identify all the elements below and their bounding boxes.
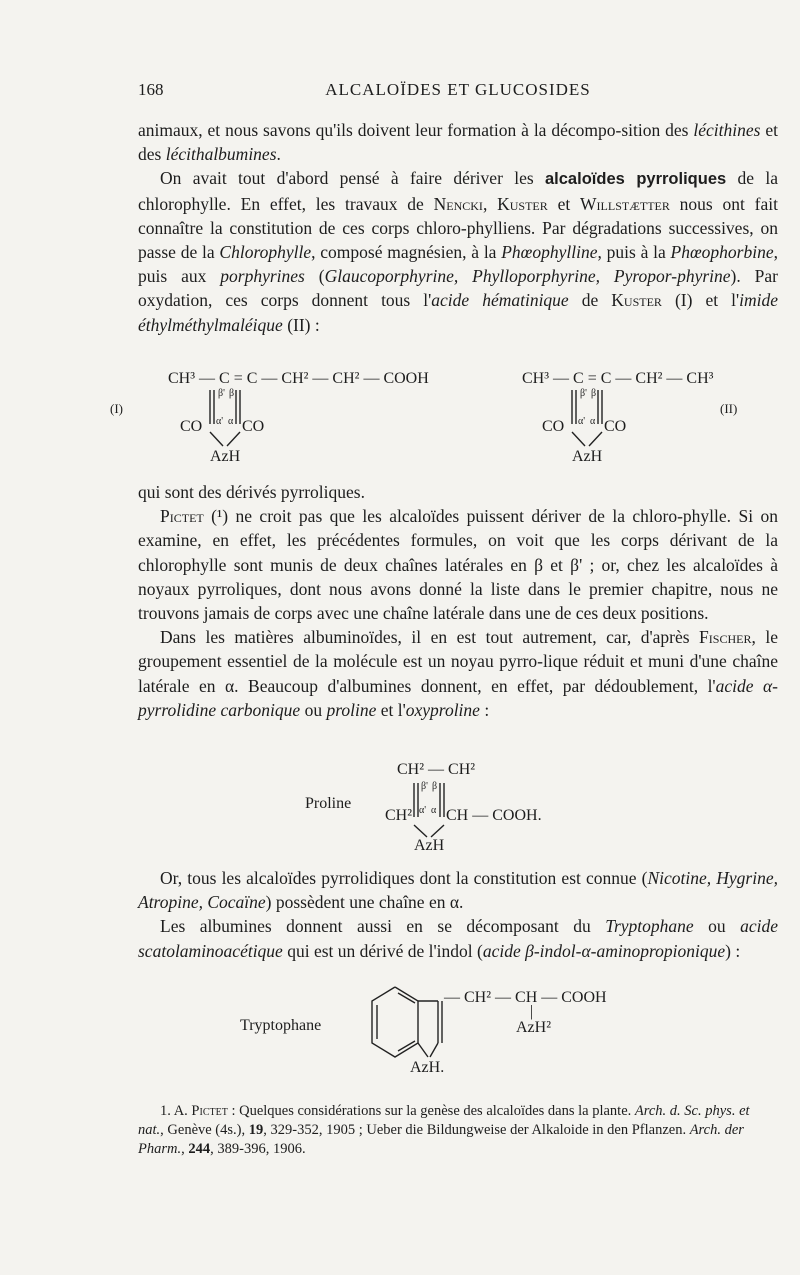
- paragraph-4: Pictet (¹) ne croit pas que les alcaloïdes puissent dériver de la chloro-phylle. Si on examine, en effet, les précédentes formules, on voit que les corps dérivant de la chlorophylle sont munis de deux chaînes latérales en β et β' ; or, chez les alcaloïdes à noyaux pyrroliques, dont nous avons donné la liste dans le premier chapitre, nous ne trouvons jamais de corps avec une chaîne latérale dans une de ces deux positions.: [138, 506, 778, 624]
- label-I: (I): [110, 401, 123, 416]
- text-block-2: [138, 480, 778, 722]
- paragraph-5: Dans les matières albuminoïdes, il en est tout autrement, car, d'après Fischer, le groupement essentiel de la molécule est un noyau pyrro-lique réduit et muni d'une chaîne latérale en α. Beaucoup d'albumines donnent, en effet, par dédoublement, l'acide α-pyrrolidine carbonique ou proline et l'oxyproline :: [138, 627, 779, 720]
- text-block-3: [138, 866, 778, 963]
- paragraph-7: Les albumines donnent aussi en se décomposant du Tryptophane ou acide scatolaminoacétique qui est un dérivé de l'indol (acide β-indol-α-aminopropionique) :: [138, 916, 778, 961]
- formula-proline: Proline CH² — CH² β' β CH² α' α CH — COOH. AzH: [305, 765, 605, 865]
- proline-label: Proline: [305, 795, 352, 812]
- page-number: 168: [138, 80, 164, 99]
- paragraph-1: animaux, et nous savons qu'ils doivent leur formation à la décompo-sition des lécithines et des lécithalbumines.: [138, 120, 778, 165]
- paragraph-3: qui sont des dérivés pyrroliques.: [138, 482, 365, 502]
- text-block-1: [138, 118, 778, 337]
- footnote: 1. A. Pictet : Quelques considérations sur la genèse des alcaloïdes dans la plante. Arch. d. Sc. phys. et nat., Genève (4s.), 19, 329-352, 1905 ; Ueber die Bildungweise der Alkaloide in den Pflanzen. Arch. der Pharm., 244, 389-396, 1906.: [138, 1103, 750, 1157]
- formula-hematinic: (I) (II) CH³ — C = C — CH² — CH² — COOH CH³ — C = C — CH² — CH³ β' β β' β CO α' α CO CO α' α CO AzH AzH: [110, 368, 790, 468]
- paragraph-6: Or, tous les alcaloïdes pyrrolidiques dont la constitution est connue (Nicotine, Hygrine, Atropine, Cocaïne) possèdent une chaîne en α.: [138, 868, 778, 913]
- formula-tryptophane: Tryptophane — CH² — CH — COOH | AzH² AzH.: [240, 985, 680, 1085]
- tryptophane-label: Tryptophane: [240, 1017, 322, 1034]
- paragraph-2: On avait tout d'abord pensé à faire dériver les alcaloïdes pyrroliques de la chlorophylle. En effet, les travaux de Nencki, Kuster et Willstætter nous ont fait connaître la constitution de ces corps chloro-phylliens. Par dégradations successives, on passe de la Chlorophylle, composé magnésien, à la Phœophylline, puis à la Phœophorbine, puis aux porphyrines (Glaucoporphyrine, Phylloporphyrine, Pyropor-phyrine). Par oxydation, ces corps donnent tous l'acide hématinique de Kuster (I) et l'imide éthylméthylmaléique (II) :: [138, 168, 779, 335]
- label-II: (II): [720, 401, 738, 416]
- formula-II-chain: CH³ — C = C — CH² — CH³: [522, 370, 714, 387]
- running-title: ALCALOÏDES ET GLUCOSIDES: [325, 80, 591, 99]
- formula-I-chain: CH³ — C = C — CH² — CH² — COOH: [168, 370, 429, 387]
